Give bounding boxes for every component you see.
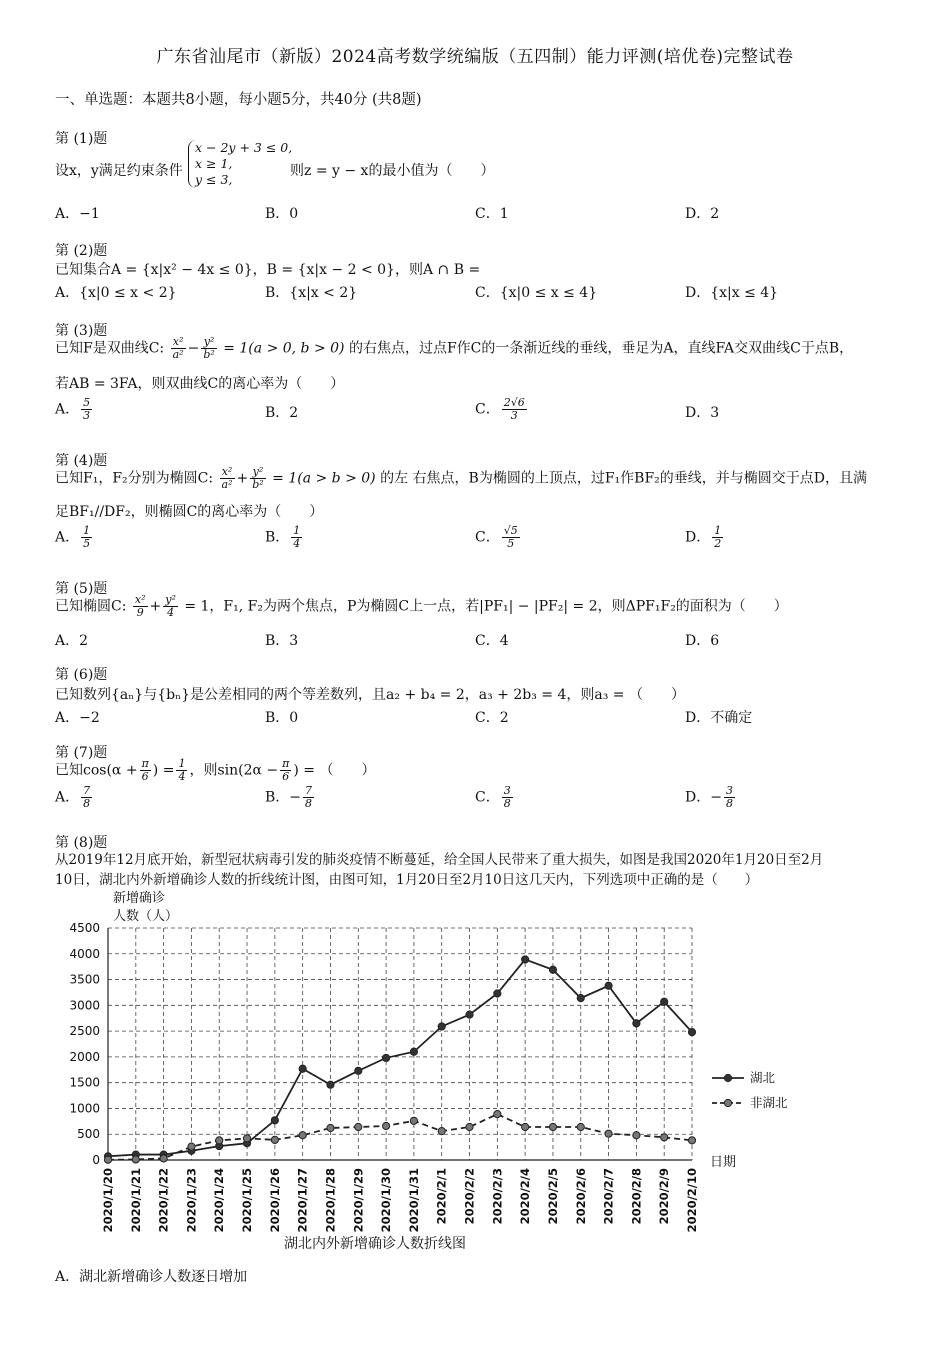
legend-marker [724, 1099, 731, 1106]
question-3-stem-c: 若AB = 3FA，则双曲线C的离心率为（ ） [55, 376, 345, 392]
data-point [216, 1137, 223, 1144]
question-6-option-c[interactable]: C．2 [475, 710, 509, 726]
question-7-option-a[interactable]: A． $\frac{7}{8}$ [55, 784, 91, 810]
x-tick-label: 2020/2/3 [490, 1168, 505, 1225]
question-7-frac-quarter: $\frac{1}{4}$ [178, 757, 186, 783]
data-point [577, 995, 584, 1002]
data-point [438, 1023, 445, 1030]
x-tick-label: 2020/2/5 [545, 1168, 560, 1225]
question-3-stem-line1: 已知F是双曲线C: $\frac{\text{x²}}{\text{a²}}$ − $\frac{\text{y²}}{\text{b²}}$ = 1(a > 0, b > 0) 的右焦点，过点F作C的一条渐近线的垂线，垂足为A，直线FA交双曲线C于点B， [55, 335, 854, 361]
question-5-frac-y: $\frac{\text{y²}}{4}$ [165, 593, 176, 619]
data-point [549, 966, 556, 973]
x-tick-label: 2020/1/30 [379, 1168, 394, 1233]
question-2-option-b[interactable]: B．{x|x < 2} [265, 285, 358, 301]
question-5-label: 第 (5)题 [55, 581, 108, 597]
data-point [661, 998, 668, 1005]
question-7-stem [55, 758, 375, 783]
question-4-stem-a: 已知F₁，F₂分别为椭圆C: [55, 470, 214, 487]
question-7-option-d[interactable]: D．− $\frac{3}{8}$ [685, 784, 733, 810]
x-tick-label: 2020/1/27 [295, 1168, 310, 1233]
x-tick-label: 2020/1/25 [240, 1168, 255, 1233]
question-2-option-a[interactable]: A．{x|0 ≤ x < 2} [55, 285, 177, 301]
data-point [466, 1011, 473, 1018]
x-tick-label: 2020/1/29 [351, 1168, 366, 1233]
x-tick-label: 2020/2/2 [462, 1168, 477, 1225]
question-3-option-c[interactable]: C． $\frac{2√6}{3}$ [475, 396, 525, 422]
question-3-condition: = 1(a > 0, b > 0) [223, 340, 345, 357]
y-tick-label: 1500 [69, 1075, 100, 1090]
question-4-frac-x: $\frac{\text{x²}}{\text{a²}}$ [221, 465, 233, 491]
x-tick-label: 2020/2/10 [685, 1168, 699, 1233]
chart-title: 湖北内外新增确诊人数折线图 [284, 1236, 466, 1252]
x-tick-label: 2020/1/20 [101, 1168, 115, 1233]
question-8-stem-b: 10日，湖北内外新增确诊人数的折线统计图，由图可知，1月20日至2月10日这几天内，下列选项中正确的是（ ） [55, 872, 759, 888]
question-7-option-c[interactable]: C． $\frac{3}{8}$ [475, 784, 511, 810]
question-3-stem-b: 的右焦点，过点F作C的一条渐近线的垂线，垂足为A，直线FA交双曲线C于点B， [348, 340, 854, 357]
data-point [104, 1156, 111, 1163]
data-point [382, 1122, 389, 1129]
data-point [132, 1156, 139, 1163]
x-tick-label: 2020/1/22 [156, 1168, 171, 1233]
question-7-eq1: ) = [152, 762, 175, 779]
data-point [494, 1111, 501, 1118]
x-axis-title: 日期 [710, 1155, 737, 1170]
question-7-frac-pi-2: $\frac{\pi}{6}$ [282, 757, 290, 783]
question-8-stem-a: 从2019年12月底开始，新型冠状病毒引发的肺炎疫情不断蔓延，给全国人民带来了重大损失，如图是我国2020年1月20日至2月 [55, 852, 824, 868]
question-4-option-d[interactable]: D． $\frac{1}{2}$ [685, 524, 722, 550]
y-tick-label: 4500 [69, 921, 100, 935]
x-tick-label: 2020/2/6 [573, 1168, 588, 1225]
question-6-stem: 已知数列{aₙ}与{bₙ}是公差相同的两个等差数列，且a₂ + b₄ = 2，a₃ + 2b₃ = 4，则a₃ = （ ） [55, 687, 685, 703]
data-point [327, 1124, 334, 1131]
x-tick-label: 2020/2/8 [629, 1168, 644, 1225]
x-tick-label: 2020/2/9 [657, 1168, 672, 1225]
data-point [688, 1029, 695, 1036]
constraint-3: y ≤ 3, [195, 172, 233, 187]
question-3-option-d[interactable]: D．3 [685, 405, 720, 421]
data-point [188, 1143, 195, 1150]
question-1-stem-post: 则z = y − x的最小值为（ ） [290, 163, 495, 179]
x-tick-label: 2020/2/7 [601, 1168, 616, 1225]
question-2-stem: 已知集合A = {x|x² − 4x ≤ 0}，B = {x|x − 2 < 0}，则A ∩ B = [55, 262, 481, 278]
data-point [633, 1020, 640, 1027]
section-heading: 一、单选题：本题共8小题，每小题5分，共40分 (共8题) [55, 92, 422, 108]
data-point [466, 1123, 473, 1130]
question-1-option-b[interactable]: B．0 [265, 206, 299, 222]
question-7-stem-a: 已知cos(α + [55, 762, 138, 779]
legend-label: 湖北 [750, 1070, 776, 1085]
question-2-option-c[interactable]: C．{x|0 ≤ x ≤ 4} [475, 285, 598, 301]
question-7-stem-b: ，则sin(2α − [189, 762, 279, 779]
page-title: 广东省汕尾市（新版）2024高考数学统编版（五四制）能力评测(培优卷)完整试卷 [156, 47, 794, 67]
question-1-option-a[interactable]: A．−1 [55, 206, 100, 222]
question-4-option-b[interactable]: B． $\frac{1}{4}$ [265, 524, 301, 550]
question-1-option-d[interactable]: D．2 [685, 206, 720, 222]
x-tick-label: 2020/1/28 [323, 1168, 338, 1233]
question-3-label: 第 (3)题 [55, 323, 108, 339]
question-2-label: 第 (2)题 [55, 243, 108, 259]
x-tick-label: 2020/1/21 [128, 1168, 143, 1233]
series-line-hubei [108, 959, 692, 1156]
data-point [605, 982, 612, 989]
data-point [299, 1065, 306, 1072]
data-point [410, 1048, 417, 1055]
question-7-eq2: ) = （ ） [293, 762, 376, 779]
data-point [160, 1155, 167, 1162]
y-tick-label: 4000 [69, 946, 100, 961]
question-3-option-a[interactable]: A． $\frac{5}{3}$ [55, 396, 91, 422]
question-3-frac-y: $\frac{\text{y²}}{\text{b²}}$ [203, 335, 215, 361]
data-point [549, 1123, 556, 1130]
question-3-option-b[interactable]: B．2 [265, 405, 299, 421]
question-3-frac-x: $\frac{\text{x²}}{\text{a²}}$ [172, 335, 184, 361]
question-2-option-d[interactable]: D．{x|x ≤ 4} [685, 285, 779, 301]
question-5-stem: 已知椭圆C: $\frac{\text{x²}}{9}$ + $\frac{\text{y²}}{4}$ = 1，F₁, F₂为两个焦点，P为椭圆C上一点，若|PF₁| − |PF₂| = 2，则ΔPF₁F₂的面积为（ ） [55, 593, 788, 619]
data-point [605, 1130, 612, 1137]
data-point [382, 1054, 389, 1061]
question-8-option-a[interactable]: A．湖北新增确诊人数逐日增加 [55, 1269, 248, 1285]
question-3-stem-a: 已知F是双曲线C: [55, 340, 165, 357]
x-tick-label: 2020/2/4 [518, 1168, 533, 1225]
question-5-option-b[interactable]: B．3 [265, 633, 299, 649]
data-point [299, 1132, 306, 1139]
question-4-frac-y: $\frac{\text{y²}}{\text{b²}}$ [252, 465, 264, 491]
y-tick-label: 1000 [69, 1101, 100, 1116]
x-tick-label: 2020/1/23 [184, 1168, 199, 1233]
question-4-stem-line1: 已知F₁，F₂分别为椭圆C: $\frac{\text{x²}}{\text{a²}}$ + $\frac{\text{y²}}{\text{b²}}$ = 1(a > b > 0) 的左 右焦点，B为椭圆的上顶点，过F₁作BF₂的垂线，并与椭圆交于点D，且满 [55, 465, 868, 491]
x-tick-label: 2020/2/1 [434, 1168, 449, 1225]
question-1-label: 第 (1)题 [55, 131, 108, 147]
data-point [271, 1117, 278, 1124]
data-point [243, 1135, 250, 1142]
y-tick-label: 2000 [69, 1049, 100, 1064]
question-7-frac-pi-1: $\frac{\pi}{6}$ [141, 757, 149, 783]
x-tick-label: 2020/1/31 [406, 1168, 421, 1233]
data-point [633, 1132, 640, 1139]
question-4-condition: = 1(a > b > 0) [272, 470, 376, 487]
chart-ylabel-line2: 人数（人） [113, 909, 179, 924]
question-1-option-c[interactable]: C．1 [475, 206, 509, 222]
data-point [494, 990, 501, 997]
x-tick-label: 2020/1/26 [267, 1168, 282, 1233]
constraint-1: x − 2y + 3 ≤ 0, [195, 140, 293, 155]
question-5-stem-a: 已知椭圆C: [55, 598, 127, 615]
question-8-label: 第 (8)题 [55, 835, 108, 851]
question-4-option-a[interactable]: A． $\frac{1}{5}$ [55, 524, 91, 550]
legend-label: 非湖北 [750, 1095, 788, 1110]
question-4-stem-b: 的左 右焦点，B为椭圆的上顶点，过F₁作BF₂的垂线，并与椭圆交于点D，且满 [380, 470, 868, 487]
question-6-label: 第 (6)题 [55, 667, 108, 683]
y-tick-label: 500 [77, 1127, 100, 1142]
y-tick-label: 2500 [69, 1024, 100, 1039]
question-5-option-d[interactable]: D．6 [685, 633, 720, 649]
question-1-constraint-system [188, 140, 292, 188]
legend-marker [724, 1074, 731, 1081]
data-point [522, 956, 529, 963]
question-4-option-c[interactable]: C． $\frac{√5}{5}$ [475, 524, 518, 550]
question-5-frac-x: $\frac{\text{x²}}{9}$ [134, 593, 146, 619]
constraint-2: x ≥ 1, [195, 156, 233, 171]
data-point [438, 1128, 445, 1135]
question-4-stem-c: 足BF₁//DF₂，则椭圆C的离心率为（ ） [55, 504, 324, 520]
data-point [661, 1134, 668, 1141]
line-chart [60, 920, 820, 1260]
question-6-option-b[interactable]: B．0 [265, 710, 299, 726]
question-5-stem-b: = 1，F₁, F₂为两个焦点，P为椭圆C上一点，若|PF₁| − |PF₂| = 2，则ΔPF₁F₂的面积为（ ） [184, 598, 788, 615]
question-7-option-b[interactable]: B．− $\frac{7}{8}$ [265, 784, 313, 810]
chart-ylabel-line1: 新增确诊 [113, 891, 166, 906]
data-point [688, 1137, 695, 1144]
question-7-label: 第 (7)题 [55, 745, 108, 761]
data-point [327, 1081, 334, 1088]
data-point [355, 1123, 362, 1130]
data-point [355, 1067, 362, 1074]
question-5-option-a[interactable]: A．2 [55, 633, 89, 649]
y-tick-label: 3000 [69, 998, 100, 1013]
question-5-option-c[interactable]: C．4 [475, 633, 509, 649]
x-tick-label: 2020/1/24 [212, 1168, 227, 1233]
data-point [522, 1123, 529, 1130]
y-tick-label: 3500 [69, 972, 100, 987]
y-tick-label: 0 [92, 1153, 100, 1167]
data-point [577, 1123, 584, 1130]
question-1-stem-pre: 设x，y满足约束条件 [55, 163, 183, 179]
question-6-option-a[interactable]: A．−2 [55, 710, 100, 726]
question-4-label: 第 (4)题 [55, 453, 108, 469]
data-point [271, 1136, 278, 1143]
data-point [410, 1117, 417, 1124]
series-line-non-hubei [108, 1114, 692, 1160]
question-6-option-d[interactable]: D．不确定 [685, 710, 753, 726]
